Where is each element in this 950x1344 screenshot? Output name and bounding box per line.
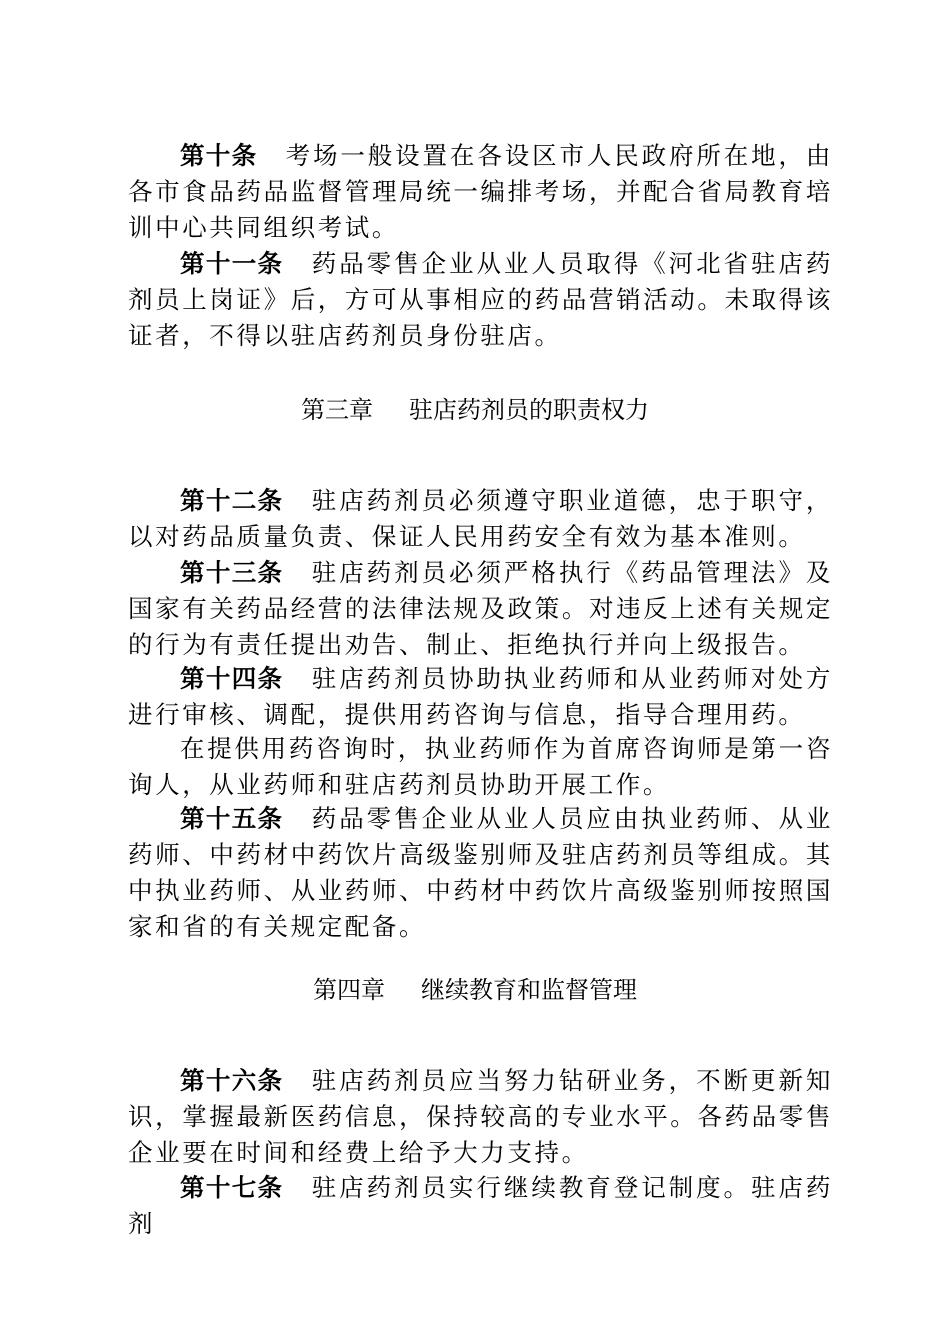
article-number: 第十一条	[180, 249, 284, 278]
article-text: 驻店药剂员实行继续教育登记制度。驻店药剂	[128, 1173, 834, 1238]
chapter-heading-3	[0, 392, 950, 428]
article-text: 考场一般设置在各设区市人民政府所在地，由各市食品药品监督管理局统一编排考场，并配合省局教育培训中心共同组织考试。	[128, 141, 834, 242]
article-number: 第十三条	[180, 558, 284, 587]
chapter-heading-4	[0, 972, 950, 1008]
article-number: 第十七条	[180, 1173, 284, 1202]
article-14-paragraph-2	[128, 731, 833, 803]
chapter-title: 驻店药剂员的职责权力	[409, 396, 649, 424]
article-10	[128, 138, 833, 246]
article-number: 第十六条	[180, 1066, 284, 1095]
article-number: 第十条	[180, 141, 258, 170]
article-text: 驻店药剂员必须遵守职业道德，忠于职守，以对药品质量负责、保证人民用药安全有效为基本准则。	[128, 486, 834, 551]
article-11	[128, 246, 833, 354]
article-number: 第十四条	[180, 664, 284, 693]
paragraph-text: 在提供用药咨询时，执业药师作为首席咨询师是第一咨询人，从业药师和驻店药剂员协助开展工作。	[128, 734, 833, 799]
article-12	[128, 483, 833, 555]
article-text: 药品零售企业从业人员应由执业药师、从业药师、中药材中药饮片高级鉴别师及驻店药剂员等组成。其中执业药师、从业药师、中药材中药饮片高级鉴别师按照国家和省的有关规定配备。	[128, 804, 834, 941]
article-14	[128, 661, 833, 733]
article-17	[128, 1170, 833, 1242]
article-13	[128, 555, 833, 663]
article-number: 第十二条	[180, 486, 284, 515]
article-text: 药品零售企业从业人员取得《河北省驻店药剂员上岗证》后，方可从事相应的药品营销活动。未取得该证者，不得以驻店药剂员身份驻店。	[128, 249, 834, 350]
article-16	[128, 1063, 833, 1171]
chapter-number: 第三章	[301, 396, 373, 424]
article-text: 驻店药剂员应当努力钻研业务，不断更新知识，掌握最新医药信息，保持较高的专业水平。各药品零售企业要在时间和经费上给予大力支持。	[128, 1066, 834, 1167]
article-15	[128, 801, 833, 945]
chapter-number: 第四章	[313, 976, 385, 1004]
article-number: 第十五条	[180, 804, 284, 833]
article-text: 驻店药剂员必须严格执行《药品管理法》及国家有关药品经营的法律法规及政策。对违反上述有关规定的行为有责任提出劝告、制止、拒绝执行并向上级报告。	[128, 558, 834, 659]
chapter-title: 继续教育和监督管理	[421, 976, 637, 1004]
article-text: 驻店药剂员协助执业药师和从业药师对处方进行审核、调配，提供用药咨询与信息，指导合理用药。	[128, 664, 834, 729]
